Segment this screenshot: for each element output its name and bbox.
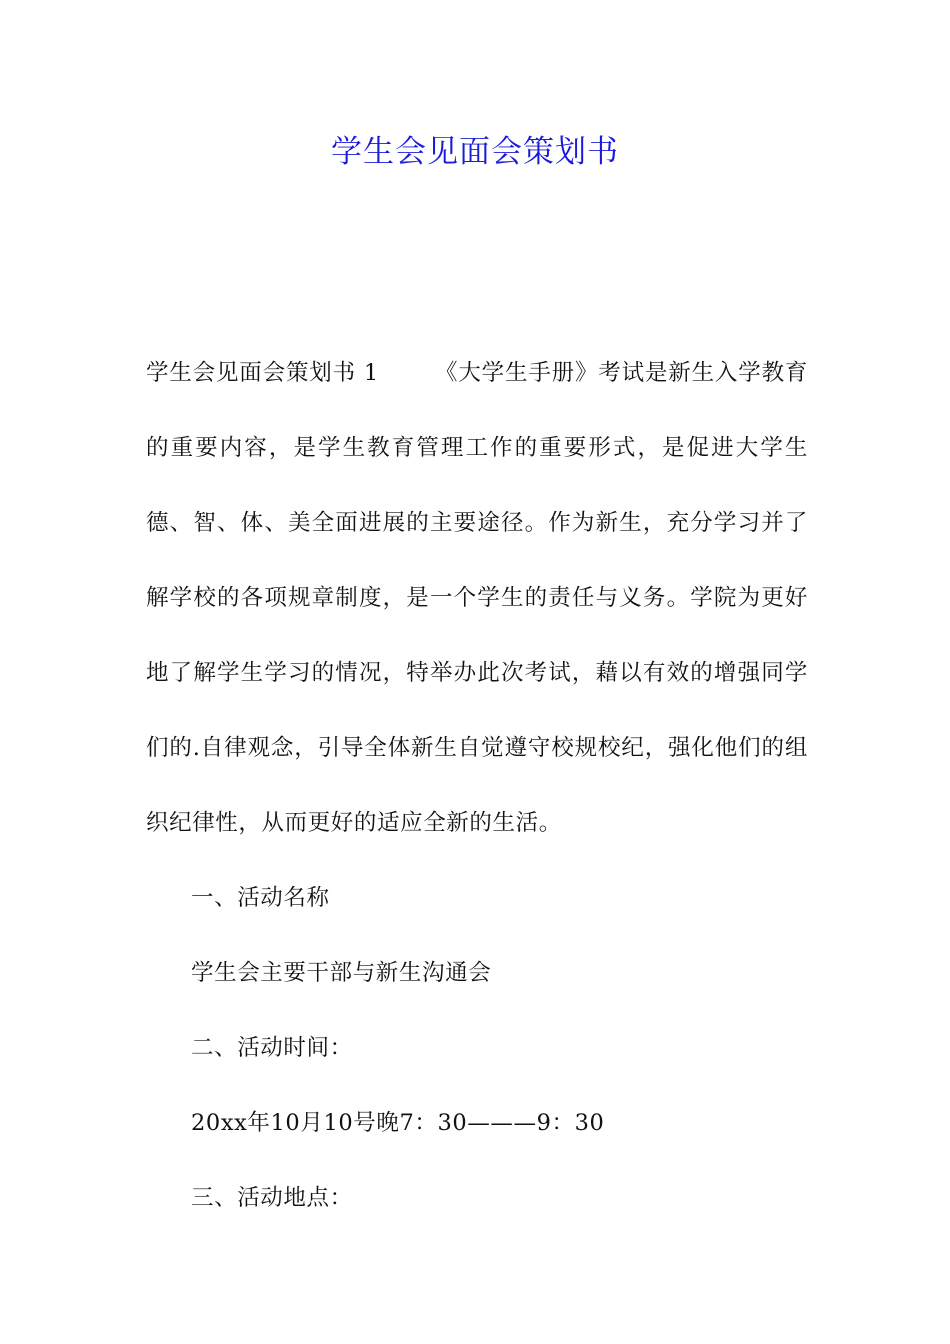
section-3-heading: 三、活动地点： [191, 1185, 353, 1211]
intro-heading: 学生会见面会策划书 1 [146, 360, 379, 386]
section-1-content: 学生会主要干部与新生沟通会 [191, 960, 492, 986]
intro-paragraph [146, 336, 808, 861]
section-1-heading: 一、活动名称 [191, 885, 330, 911]
section-2-content: 20xx年10月10号晚7：30———9：30 [191, 1110, 605, 1136]
section-2-heading: 二、活动时间： [191, 1035, 353, 1061]
intro-body: 《大学生手册》考试是新生入学教育的重要内容，是学生教育管理工作的重要形式，是促进大学生德、智、体、美全面进展的主要途径。作为新生，充分学习并了解学校的各项规章制度，是一个学生的责任与义务。学院为更好地了解学生学习的情况，特举办此次考试，藉以有效的增强同学们的.自律观念，引导全体新生自觉遵守校规校纪，强化他们的组织纪律性，从而更好的适应全新的生活。 [146, 360, 808, 836]
document-body [146, 336, 808, 1236]
document-title: 学生会见面会策划书 [331, 134, 619, 170]
